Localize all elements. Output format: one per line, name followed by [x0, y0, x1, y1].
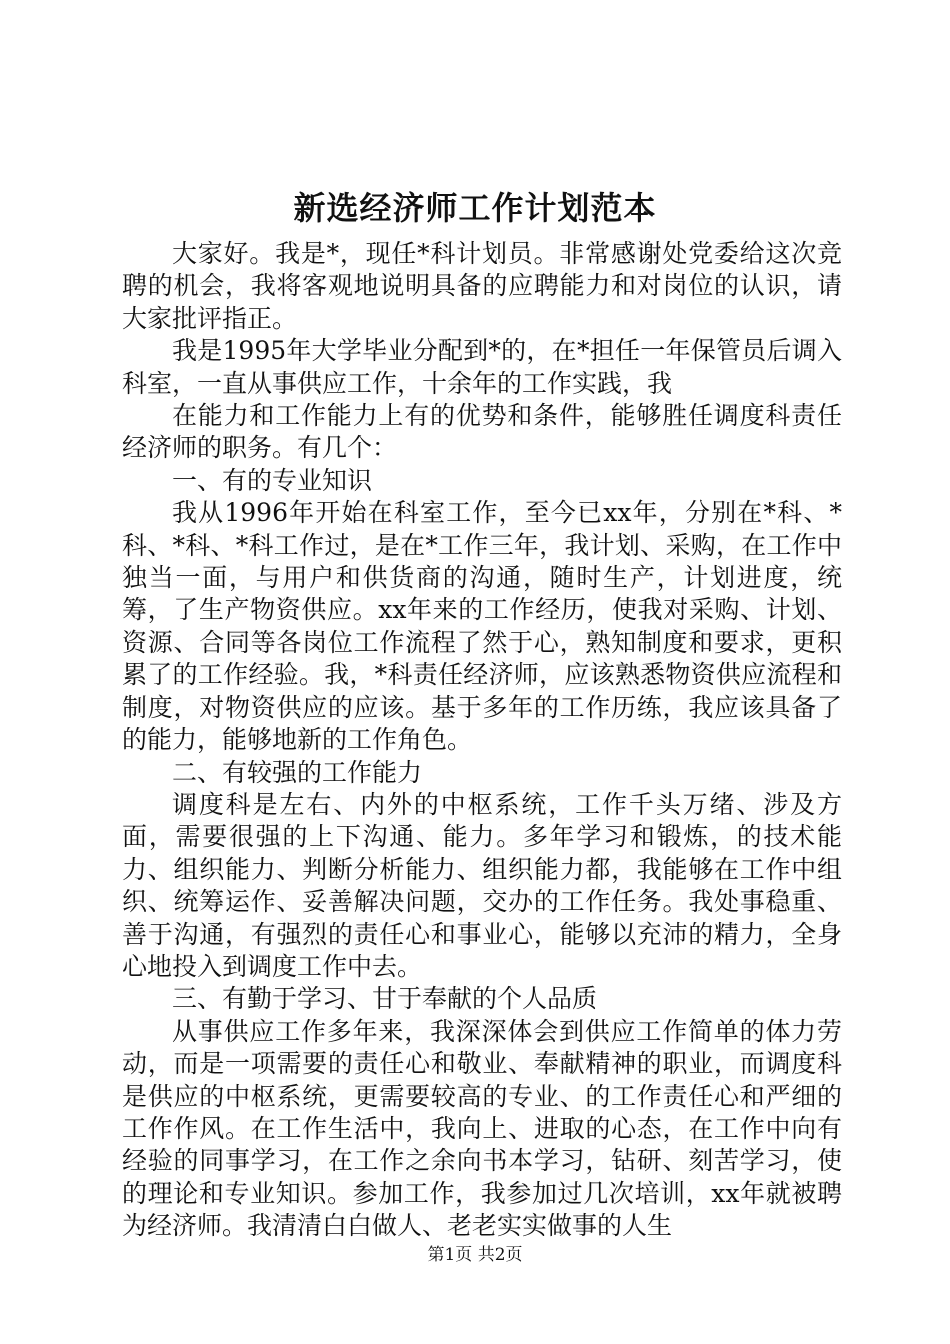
- section-heading-2: 二、有较强的工作能力: [172, 757, 423, 787]
- paragraph-section-1: 我从1996年开始在科室工作，至今已xx年，分别在*科、*科、*科、*科工作过，是在*工作三年，我计划、采购，在工作中独当一面，与用户和供货商的沟通，随时生产，计划进度，统筹，了生产物资供应。xx年来的工作经历，使我对采购、计划、资源、合同等各岗位工作流程了然于心，熟知制度和要求，更积累了的工作经验。我，*科责任经济师，应该熟悉物资供应流程和制度，对物资供应的应该。基于多年的工作历练，我应该具备了的能力，能够地新的工作角色。: [122, 498, 842, 755]
- paragraph-intro: 大家好。我是*，现任*科计划员。非常感谢处党委给这次竞聘的机会，我将客观地说明具备的应聘能力和对岗位的认识，请大家批评指正。: [122, 239, 842, 333]
- section-heading-1: 一、有的专业知识: [172, 465, 373, 495]
- document-title: 新选经济师工作计划范本: [293, 189, 657, 227]
- paragraph-advantages: 在能力和工作能力上有的优势和条件，能够胜任调度科责任经济师的职务。有几个：: [122, 401, 842, 463]
- paragraph-section-3: 从事供应工作多年来，我深深体会到供应工作简单的体力劳动，而是一项需要的责任心和敬业、奉献精神的职业，而调度科是供应的中枢系统，更需要较高的专业、的工作责任心和严细的工作作风。在工作生活中，我向上、进取的心态，在工作中向有经验的同事学习，在工作之余向书本学习，钻研、刻苦学习，使的理论和专业知识。参加工作，我参加过几次培训，xx年就被聘为经济师。我清清白白做人、老老实实做事的人生: [122, 1016, 842, 1241]
- paragraph-section-2: 调度科是左右、内外的中枢系统，工作千头万绪、涉及方面，需要很强的上下沟通、能力。多年学习和锻炼，的技术能力、组织能力、判断分析能力、组织能力都，我能够在工作中组织、统筹运作、妥善解决问题，交办的工作任务。我处事稳重、善于沟通，有强烈的责任心和事业心，能够以充沛的精力，全身心地投入到调度工作中去。: [122, 789, 842, 981]
- document-body: [122, 238, 842, 1243]
- paragraph-background: 我是1995年大学毕业分配到*的，在*担任一年保管员后调入科室，一直从事供应工作，十余年的工作实践，我: [122, 336, 842, 398]
- page-number-footer: 第1页 共2页: [427, 1245, 523, 1265]
- section-heading-3: 三、有勤于学习、甘于奉献的个人品质: [172, 984, 598, 1014]
